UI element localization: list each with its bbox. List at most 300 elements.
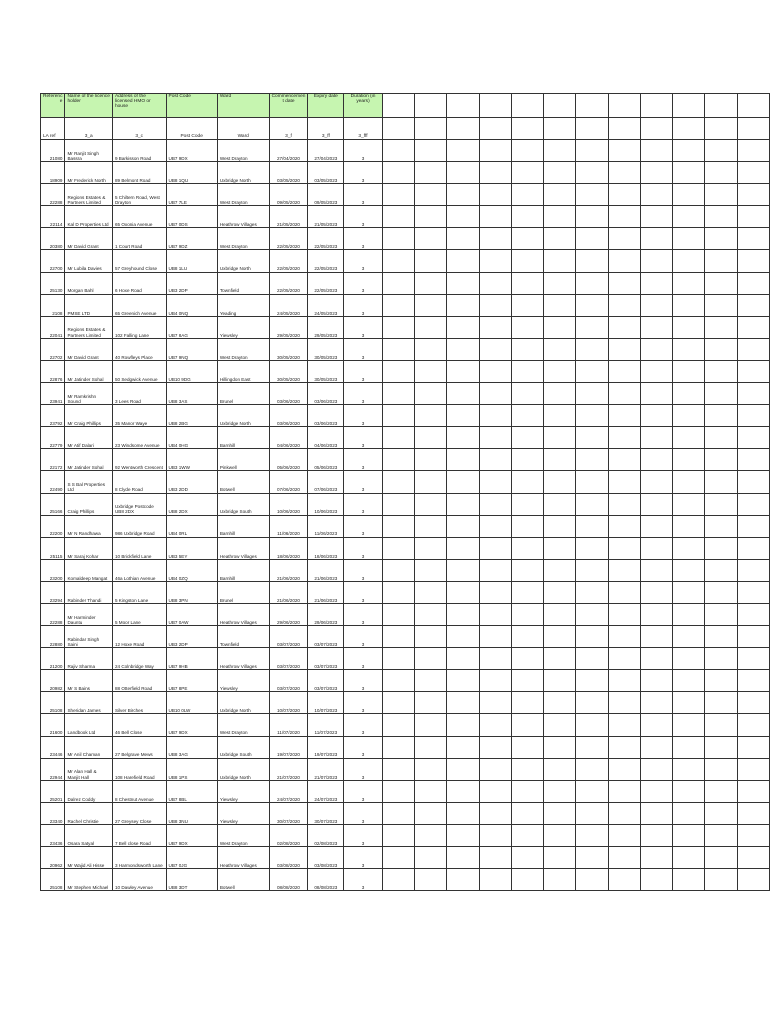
- empty-cell[interactable]: [576, 869, 608, 891]
- empty-cell[interactable]: [673, 692, 705, 714]
- empty-cell[interactable]: [447, 449, 479, 471]
- empty-cell[interactable]: [511, 272, 543, 294]
- cell[interactable]: 03/06/2020: [269, 383, 308, 405]
- empty-cell[interactable]: [511, 780, 543, 802]
- empty-cell[interactable]: [415, 824, 447, 846]
- empty-cell[interactable]: [608, 228, 640, 250]
- empty-cell[interactable]: [673, 847, 705, 869]
- empty-cell[interactable]: [511, 118, 543, 140]
- cell[interactable]: 11/06/2020: [269, 515, 308, 537]
- cell[interactable]: Regions Estates & Partners Limited: [65, 316, 112, 338]
- cell[interactable]: 22/05/2023: [308, 228, 344, 250]
- empty-cell[interactable]: [479, 94, 511, 118]
- empty-cell[interactable]: [673, 758, 705, 780]
- cell[interactable]: Heathrow Villages: [217, 537, 269, 559]
- cell[interactable]: 02/08/2020: [269, 824, 308, 846]
- empty-cell[interactable]: [608, 714, 640, 736]
- empty-cell[interactable]: [673, 537, 705, 559]
- cell[interactable]: UB8 3PN: [166, 581, 217, 603]
- empty-cell[interactable]: [640, 780, 672, 802]
- cell[interactable]: 25108: [41, 869, 65, 891]
- empty-cell[interactable]: [673, 648, 705, 670]
- empty-cell[interactable]: [673, 626, 705, 648]
- empty-cell[interactable]: [382, 869, 414, 891]
- cell[interactable]: 30/05/2023: [308, 338, 344, 360]
- cell[interactable]: 5 Chiltern Road, West Drayton: [112, 184, 166, 206]
- empty-cell[interactable]: [705, 294, 737, 316]
- empty-cell[interactable]: [576, 427, 608, 449]
- empty-cell[interactable]: [705, 449, 737, 471]
- empty-cell[interactable]: [447, 405, 479, 427]
- cell[interactable]: 3: [344, 692, 383, 714]
- empty-cell[interactable]: [737, 449, 769, 471]
- empty-cell[interactable]: [705, 714, 737, 736]
- cell[interactable]: 3: [344, 383, 383, 405]
- cell[interactable]: UB8 2DX: [166, 493, 217, 515]
- cell[interactable]: 46 Bell Close: [112, 714, 166, 736]
- empty-cell[interactable]: [608, 427, 640, 449]
- empty-cell[interactable]: [382, 780, 414, 802]
- empty-cell[interactable]: [673, 162, 705, 184]
- empty-cell[interactable]: [511, 184, 543, 206]
- cell[interactable]: 3: [344, 405, 383, 427]
- empty-cell[interactable]: [737, 537, 769, 559]
- cell[interactable]: 27/04/2023: [308, 140, 344, 162]
- empty-cell[interactable]: [673, 294, 705, 316]
- cell[interactable]: Rabindar Singh Saini: [65, 626, 112, 648]
- empty-cell[interactable]: [705, 184, 737, 206]
- empty-cell[interactable]: [511, 736, 543, 758]
- empty-cell[interactable]: [415, 405, 447, 427]
- cell[interactable]: Heathrow Villages: [217, 847, 269, 869]
- empty-cell[interactable]: [737, 736, 769, 758]
- cell[interactable]: 22/05/2020: [269, 228, 308, 250]
- cell[interactable]: LA ref: [41, 118, 65, 140]
- empty-cell[interactable]: [382, 228, 414, 250]
- cell[interactable]: 10/06/2020: [269, 493, 308, 515]
- empty-cell[interactable]: [544, 405, 576, 427]
- empty-cell[interactable]: [415, 603, 447, 625]
- cell[interactable]: 3: [344, 338, 383, 360]
- empty-cell[interactable]: [640, 758, 672, 780]
- cell[interactable]: 3: [344, 847, 383, 869]
- cell[interactable]: 3_f: [269, 118, 308, 140]
- empty-cell[interactable]: [544, 383, 576, 405]
- empty-cell[interactable]: [511, 581, 543, 603]
- empty-cell[interactable]: [544, 670, 576, 692]
- cell[interactable]: 22880: [41, 626, 65, 648]
- cell[interactable]: 10 Brickfield Lane: [112, 537, 166, 559]
- cell[interactable]: 3 Lees Road: [112, 383, 166, 405]
- empty-cell[interactable]: [673, 184, 705, 206]
- empty-cell[interactable]: [479, 648, 511, 670]
- cell[interactable]: 21/05/2020: [269, 206, 308, 228]
- cell[interactable]: West Drayton: [217, 140, 269, 162]
- cell[interactable]: 3: [344, 626, 383, 648]
- cell[interactable]: Townfield: [217, 626, 269, 648]
- empty-cell[interactable]: [576, 559, 608, 581]
- empty-cell[interactable]: [640, 648, 672, 670]
- empty-cell[interactable]: [640, 869, 672, 891]
- empty-cell[interactable]: [737, 515, 769, 537]
- cell[interactable]: 3: [344, 581, 383, 603]
- empty-cell[interactable]: [737, 824, 769, 846]
- empty-cell[interactable]: [608, 626, 640, 648]
- cell[interactable]: 29/06/2020: [269, 603, 308, 625]
- empty-cell[interactable]: [737, 493, 769, 515]
- empty-cell[interactable]: [640, 140, 672, 162]
- empty-cell[interactable]: [640, 228, 672, 250]
- cell[interactable]: 24/05/2023: [308, 294, 344, 316]
- empty-cell[interactable]: [576, 94, 608, 118]
- cell[interactable]: UB4 0HG: [166, 427, 217, 449]
- empty-cell[interactable]: [544, 581, 576, 603]
- cell[interactable]: UB3 2DD: [166, 471, 217, 493]
- empty-cell[interactable]: [415, 118, 447, 140]
- empty-cell[interactable]: [511, 869, 543, 891]
- empty-cell[interactable]: [382, 471, 414, 493]
- empty-cell[interactable]: [479, 206, 511, 228]
- cell[interactable]: 57 Greyhound Close: [112, 250, 166, 272]
- empty-cell[interactable]: [447, 559, 479, 581]
- empty-cell[interactable]: [415, 626, 447, 648]
- cell[interactable]: 23436: [41, 824, 65, 846]
- empty-cell[interactable]: [608, 736, 640, 758]
- empty-cell[interactable]: [382, 383, 414, 405]
- empty-cell[interactable]: [737, 559, 769, 581]
- empty-cell[interactable]: [705, 758, 737, 780]
- empty-cell[interactable]: [479, 383, 511, 405]
- cell[interactable]: Komaldeep Mangat: [65, 559, 112, 581]
- empty-cell[interactable]: [544, 869, 576, 891]
- cell[interactable]: 5 Kingston Lane: [112, 581, 166, 603]
- empty-cell[interactable]: [382, 184, 414, 206]
- empty-cell[interactable]: [415, 493, 447, 515]
- cell[interactable]: Commencemen t date: [269, 94, 308, 118]
- empty-cell[interactable]: [640, 118, 672, 140]
- cell[interactable]: 25115: [41, 537, 65, 559]
- empty-cell[interactable]: [382, 206, 414, 228]
- empty-cell[interactable]: [705, 228, 737, 250]
- cell[interactable]: 03/08/2020: [269, 847, 308, 869]
- cell[interactable]: 23200: [41, 559, 65, 581]
- empty-cell[interactable]: [479, 316, 511, 338]
- empty-cell[interactable]: [382, 515, 414, 537]
- empty-cell[interactable]: [415, 869, 447, 891]
- cell[interactable]: 88 Otterfield Road: [112, 670, 166, 692]
- cell[interactable]: UB7 8BL: [166, 780, 217, 802]
- empty-cell[interactable]: [705, 603, 737, 625]
- empty-cell[interactable]: [576, 493, 608, 515]
- cell[interactable]: Mr Frederick North: [65, 162, 112, 184]
- cell[interactable]: Heathrow Villages: [217, 603, 269, 625]
- cell[interactable]: 03/06/2020: [269, 405, 308, 427]
- empty-cell[interactable]: [511, 670, 543, 692]
- cell[interactable]: UB3 2DP: [166, 272, 217, 294]
- cell[interactable]: 3: [344, 162, 383, 184]
- empty-cell[interactable]: [576, 626, 608, 648]
- empty-cell[interactable]: [415, 449, 447, 471]
- empty-cell[interactable]: [608, 515, 640, 537]
- empty-cell[interactable]: [479, 780, 511, 802]
- empty-cell[interactable]: [382, 648, 414, 670]
- empty-cell[interactable]: [705, 626, 737, 648]
- empty-cell[interactable]: [447, 847, 479, 869]
- cell[interactable]: 23340: [41, 802, 65, 824]
- cell[interactable]: UB8 2BG: [166, 405, 217, 427]
- cell[interactable]: UB10 0LW: [166, 692, 217, 714]
- cell[interactable]: 11/06/2023: [308, 515, 344, 537]
- cell[interactable]: 03/05/2020: [269, 162, 308, 184]
- cell[interactable]: 65 Greenich Avenue: [112, 294, 166, 316]
- cell[interactable]: 3: [344, 648, 383, 670]
- empty-cell[interactable]: [705, 847, 737, 869]
- empty-cell[interactable]: [382, 118, 414, 140]
- cell[interactable]: 22779: [41, 427, 65, 449]
- cell[interactable]: 10/07/2020: [269, 692, 308, 714]
- cell[interactable]: Mr Anil Chaman: [65, 736, 112, 758]
- cell[interactable]: 22/05/2023: [308, 250, 344, 272]
- cell[interactable]: 22200: [41, 515, 65, 537]
- cell[interactable]: Heathrow Villages: [217, 648, 269, 670]
- empty-cell[interactable]: [608, 802, 640, 824]
- empty-cell[interactable]: [673, 272, 705, 294]
- cell[interactable]: 22114: [41, 206, 65, 228]
- cell[interactable]: 3: [344, 670, 383, 692]
- cell[interactable]: 24 Colnbridge Way: [112, 648, 166, 670]
- cell[interactable]: 3: [344, 869, 383, 891]
- cell[interactable]: 22/05/2020: [269, 250, 308, 272]
- cell[interactable]: Osara Satyal: [65, 824, 112, 846]
- cell[interactable]: 30/07/2020: [269, 802, 308, 824]
- cell[interactable]: 05/06/2020: [269, 449, 308, 471]
- empty-cell[interactable]: [673, 559, 705, 581]
- empty-cell[interactable]: [640, 670, 672, 692]
- empty-cell[interactable]: [415, 140, 447, 162]
- empty-cell[interactable]: [382, 493, 414, 515]
- cell[interactable]: 3_a: [65, 118, 112, 140]
- cell[interactable]: Mr Wajid Ali Hisse: [65, 847, 112, 869]
- empty-cell[interactable]: [479, 824, 511, 846]
- cell[interactable]: Dalrez Coddy: [65, 780, 112, 802]
- cell[interactable]: UB4 0RL: [166, 515, 217, 537]
- empty-cell[interactable]: [447, 603, 479, 625]
- cell[interactable]: 3: [344, 537, 383, 559]
- empty-cell[interactable]: [479, 869, 511, 891]
- empty-cell[interactable]: [544, 272, 576, 294]
- empty-cell[interactable]: [511, 692, 543, 714]
- empty-cell[interactable]: [415, 471, 447, 493]
- cell[interactable]: 3 Harmondsworth Lane: [112, 847, 166, 869]
- cell[interactable]: UB4 0ZQ: [166, 559, 217, 581]
- cell[interactable]: Mr Harminder Dauntu: [65, 603, 112, 625]
- empty-cell[interactable]: [511, 758, 543, 780]
- cell[interactable]: 05/06/2023: [308, 449, 344, 471]
- empty-cell[interactable]: [576, 360, 608, 382]
- empty-cell[interactable]: [576, 802, 608, 824]
- empty-cell[interactable]: [705, 515, 737, 537]
- cell[interactable]: 23941: [41, 383, 65, 405]
- empty-cell[interactable]: [544, 714, 576, 736]
- empty-cell[interactable]: [640, 714, 672, 736]
- cell[interactable]: Duration (in years): [344, 94, 383, 118]
- empty-cell[interactable]: [737, 94, 769, 118]
- empty-cell[interactable]: [511, 206, 543, 228]
- empty-cell[interactable]: [479, 714, 511, 736]
- cell[interactable]: 108 Harefield Road: [112, 758, 166, 780]
- cell[interactable]: 21/06/2020: [269, 559, 308, 581]
- empty-cell[interactable]: [737, 758, 769, 780]
- empty-cell[interactable]: [640, 184, 672, 206]
- cell[interactable]: 29/05/2020: [269, 316, 308, 338]
- empty-cell[interactable]: [737, 869, 769, 891]
- empty-cell[interactable]: [640, 360, 672, 382]
- cell[interactable]: 07/06/2020: [269, 471, 308, 493]
- cell[interactable]: 3: [344, 515, 383, 537]
- empty-cell[interactable]: [608, 94, 640, 118]
- empty-cell[interactable]: [447, 581, 479, 603]
- empty-cell[interactable]: [415, 692, 447, 714]
- cell[interactable]: UB3 2DP: [166, 626, 217, 648]
- empty-cell[interactable]: [673, 360, 705, 382]
- empty-cell[interactable]: [447, 383, 479, 405]
- cell[interactable]: UB7 9DZ: [166, 228, 217, 250]
- empty-cell[interactable]: [673, 250, 705, 272]
- cell[interactable]: Mr Atif Dalari: [65, 427, 112, 449]
- cell[interactable]: 3: [344, 471, 383, 493]
- empty-cell[interactable]: [705, 383, 737, 405]
- cell[interactable]: Mr Stephen Michael: [65, 869, 112, 891]
- empty-cell[interactable]: [544, 228, 576, 250]
- cell[interactable]: 03/06/2023: [308, 405, 344, 427]
- empty-cell[interactable]: [576, 537, 608, 559]
- cell[interactable]: Mr S Bains: [65, 670, 112, 692]
- empty-cell[interactable]: [608, 692, 640, 714]
- cell[interactable]: Rabinder Thandi: [65, 581, 112, 603]
- empty-cell[interactable]: [576, 449, 608, 471]
- cell[interactable]: Yiewsley: [217, 316, 269, 338]
- empty-cell[interactable]: [576, 206, 608, 228]
- cell[interactable]: 8 Clyde Road: [112, 471, 166, 493]
- cell[interactable]: 29/06/2023: [308, 603, 344, 625]
- empty-cell[interactable]: [544, 780, 576, 802]
- cell[interactable]: Post Code: [166, 94, 217, 118]
- cell[interactable]: Name of the licence holder: [65, 94, 112, 118]
- cell[interactable]: 21/06/2023: [308, 559, 344, 581]
- empty-cell[interactable]: [705, 405, 737, 427]
- empty-cell[interactable]: [673, 780, 705, 802]
- empty-cell[interactable]: [576, 603, 608, 625]
- cell[interactable]: 3: [344, 206, 383, 228]
- empty-cell[interactable]: [544, 316, 576, 338]
- empty-cell[interactable]: [415, 383, 447, 405]
- empty-cell[interactable]: [608, 162, 640, 184]
- empty-cell[interactable]: [479, 272, 511, 294]
- empty-cell[interactable]: [479, 603, 511, 625]
- cell[interactable]: 65 Oxonia Avenue: [112, 206, 166, 228]
- empty-cell[interactable]: [415, 780, 447, 802]
- empty-cell[interactable]: [576, 316, 608, 338]
- cell[interactable]: 21/07/2020: [269, 758, 308, 780]
- cell[interactable]: Uxbridge North: [217, 692, 269, 714]
- cell[interactable]: 3: [344, 449, 383, 471]
- cell[interactable]: 02/08/2023: [308, 824, 344, 846]
- empty-cell[interactable]: [576, 228, 608, 250]
- cell[interactable]: 22700: [41, 250, 65, 272]
- empty-cell[interactable]: [511, 824, 543, 846]
- empty-cell[interactable]: [447, 802, 479, 824]
- empty-cell[interactable]: [544, 118, 576, 140]
- cell[interactable]: Botwell: [217, 471, 269, 493]
- cell[interactable]: 11/07/2020: [269, 714, 308, 736]
- empty-cell[interactable]: [640, 692, 672, 714]
- cell[interactable]: 35 Manor Waye: [112, 405, 166, 427]
- cell[interactable]: 22288: [41, 184, 65, 206]
- empty-cell[interactable]: [576, 736, 608, 758]
- empty-cell[interactable]: [544, 515, 576, 537]
- cell[interactable]: 3: [344, 824, 383, 846]
- cell[interactable]: 102 Falling Lane: [112, 316, 166, 338]
- cell[interactable]: Landbook Ltd: [65, 714, 112, 736]
- cell[interactable]: UB3 5EY: [166, 537, 217, 559]
- cell[interactable]: UB7 9DX: [166, 714, 217, 736]
- cell[interactable]: UB7 9NQ: [166, 338, 217, 360]
- cell[interactable]: 25166: [41, 493, 65, 515]
- cell[interactable]: Ward: [217, 94, 269, 118]
- empty-cell[interactable]: [479, 250, 511, 272]
- cell[interactable]: 25108: [41, 692, 65, 714]
- empty-cell[interactable]: [447, 714, 479, 736]
- empty-cell[interactable]: [705, 581, 737, 603]
- cell[interactable]: 3_ff: [308, 118, 344, 140]
- empty-cell[interactable]: [737, 184, 769, 206]
- cell[interactable]: 3: [344, 736, 383, 758]
- cell[interactable]: 3: [344, 294, 383, 316]
- cell[interactable]: 21/05/2023: [308, 206, 344, 228]
- empty-cell[interactable]: [737, 626, 769, 648]
- empty-cell[interactable]: [511, 515, 543, 537]
- empty-cell[interactable]: [608, 449, 640, 471]
- empty-cell[interactable]: [608, 537, 640, 559]
- empty-cell[interactable]: [608, 559, 640, 581]
- empty-cell[interactable]: [447, 824, 479, 846]
- cell[interactable]: Kal D Properties Ltd: [65, 206, 112, 228]
- cell[interactable]: Uxbridge North: [217, 758, 269, 780]
- empty-cell[interactable]: [479, 537, 511, 559]
- cell[interactable]: 03/07/2020: [269, 626, 308, 648]
- cell[interactable]: 12 Hoxe Road: [112, 626, 166, 648]
- empty-cell[interactable]: [447, 692, 479, 714]
- cell[interactable]: UB7 9DX: [166, 140, 217, 162]
- empty-cell[interactable]: [673, 206, 705, 228]
- empty-cell[interactable]: [382, 162, 414, 184]
- empty-cell[interactable]: [415, 847, 447, 869]
- cell[interactable]: 46a Lothian Avenue: [112, 559, 166, 581]
- empty-cell[interactable]: [544, 559, 576, 581]
- empty-cell[interactable]: [479, 515, 511, 537]
- empty-cell[interactable]: [640, 405, 672, 427]
- empty-cell[interactable]: [608, 184, 640, 206]
- empty-cell[interactable]: [382, 626, 414, 648]
- empty-cell[interactable]: [479, 338, 511, 360]
- empty-cell[interactable]: [705, 118, 737, 140]
- cell[interactable]: 22702: [41, 338, 65, 360]
- cell[interactable]: 40 Rowfleys Place: [112, 338, 166, 360]
- empty-cell[interactable]: [705, 316, 737, 338]
- cell[interactable]: UB10 9DG: [166, 360, 217, 382]
- empty-cell[interactable]: [511, 802, 543, 824]
- cell[interactable]: 21/06/2023: [308, 581, 344, 603]
